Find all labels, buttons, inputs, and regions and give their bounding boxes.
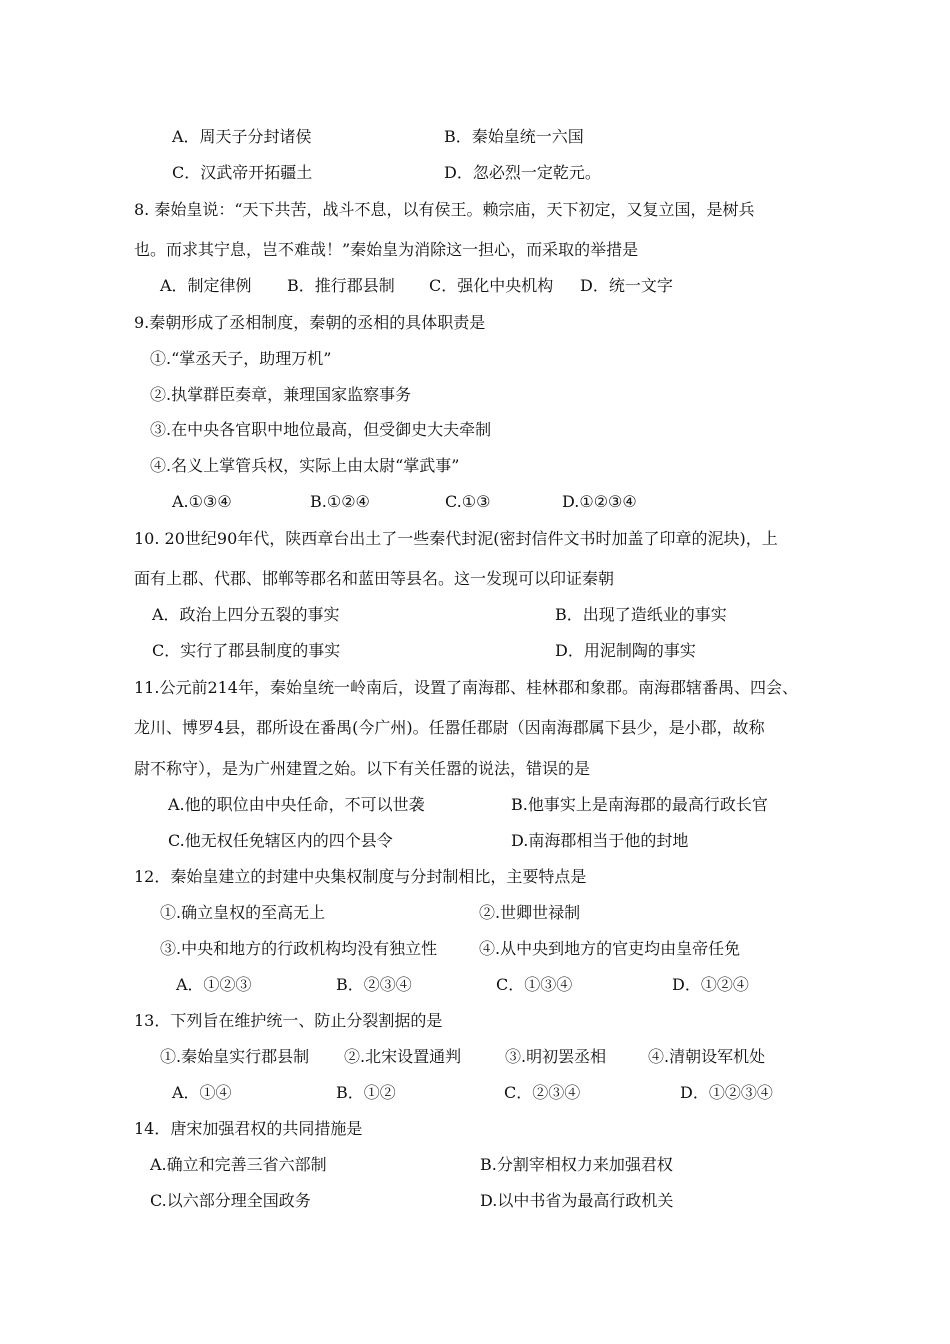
q11-stem-line-2: 龙川、博罗4县，郡所设在番禺(今广州)。任嚣任郡尉（因南海郡属下县少，是小郡，故称 [134,718,765,737]
q13-item-1: ①.秦始皇实行郡县制 [160,1047,310,1066]
q10-option-d: D．用泥制陶的事实 [555,641,696,660]
q12-stem: 12．秦始皇建立的封建中央集权制度与分封制相比，主要特点是 [134,867,587,886]
q7-option-b: B．秦始皇统一六国 [444,127,584,146]
q12-item-3: ③.中央和地方的行政机构均没有独立性 [160,939,438,958]
q13-option-a: A．①④ [172,1083,232,1102]
q8-option-a: A．制定律例 [160,276,252,295]
q9-item-1: ①.“掌丞天子，助理万机” [150,349,332,368]
q13-option-b: B．①② [336,1083,396,1102]
q8-stem-line-1: 8. 秦始皇说：“天下共苦，战斗不息，以有侯王。赖宗庙，天下初定，又复立国，是树兵 [134,200,755,219]
q12-option-a: A．①②③ [176,975,252,994]
q10-stem-line-2: 面有上郡、代郡、邯郸等郡名和蓝田等县名。这一发现可以印证秦朝 [134,569,615,588]
q8-option-c: C．强化中央机构 [429,276,554,295]
q9-option-a: A.①③④ [172,492,232,511]
q10-option-b: B．出现了造纸业的事实 [555,605,727,624]
q10-stem-line-1: 10. 20世纪90年代，陕西章台出土了一些秦代封泥(密封信件文书时加盖了印章的泥块)，上 [134,529,778,548]
q12-item-1: ①.确立皇权的至高无上 [160,903,326,922]
q9-item-3: ③.在中央各官职中地位最高，但受御史大夫牵制 [150,420,492,439]
q11-stem-line-1: 11.公元前214年，秦始皇统一岭南后，设置了南海郡、桂林郡和象郡。南海郡辖番禺、四会、 [134,678,798,697]
q12-option-c: C．①③④ [496,975,573,994]
q9-option-d: D.①②③④ [562,492,637,511]
q13-option-d: D．①②③④ [680,1083,773,1102]
q13-item-3: ③.明初罢丞相 [505,1047,607,1066]
q12-item-2: ②.世卿世禄制 [479,903,581,922]
q9-item-4: ④.名义上掌管兵权，实际上由太尉“掌武事” [150,456,460,475]
q13-item-4: ④.清朝设军机处 [648,1047,766,1066]
q8-option-d: D．统一文字 [580,276,673,295]
q9-option-b: B.①②④ [310,492,370,511]
q12-option-d: D．①②④ [672,975,749,994]
q14-option-c: C.以六部分理全国政务 [150,1191,311,1210]
q7-option-c: C．汉武帝开拓疆土 [172,163,313,182]
q14-stem: 14．唐宋加强君权的共同措施是 [134,1119,363,1138]
q10-option-a: A．政治上四分五裂的事实 [152,605,340,624]
q10-option-c: C．实行了郡县制度的事实 [152,641,341,660]
q11-option-a: A.他的职位由中央任命，不可以世袭 [168,795,425,814]
q7-option-a: A．周天子分封诸侯 [172,127,312,146]
q14-option-b: B.分割宰相权力来加强君权 [480,1155,673,1174]
q12-item-4: ④.从中央到地方的官吏均由皇帝任免 [479,939,741,958]
q14-option-a: A.确立和完善三省六部制 [150,1155,327,1174]
q11-option-d: D.南海郡相当于他的封地 [511,831,689,850]
q11-stem-line-3: 尉不称守），是为广州建置之始。以下有关任嚣的说法，错误的是 [134,759,591,778]
q12-option-b: B．②③④ [336,975,412,994]
q9-stem: 9.秦朝形成了丞相制度，秦朝的丞相的具体职责是 [134,313,486,332]
q13-stem: 13．下列旨在维护统一、防止分裂割据的是 [134,1011,443,1030]
q7-option-d: D．忽必烈一定乾元。 [444,163,601,182]
q9-option-c: C.①③ [445,492,491,511]
q14-option-d: D.以中书省为最高行政机关 [480,1191,674,1210]
q13-item-2: ②.北宋设置通判 [344,1047,462,1066]
q11-option-c: C.他无权任免辖区内的四个县令 [168,831,393,850]
q11-option-b: B.他事实上是南海郡的最高行政长官 [511,795,768,814]
q8-stem-line-2: 也。而求其宁息，岂不难哉！”秦始皇为消除这一担心，而采取的举措是 [134,240,639,259]
q13-option-c: C．②③④ [504,1083,581,1102]
q8-option-b: B．推行郡县制 [287,276,395,295]
q9-item-2: ②.执掌群臣奏章，兼理国家监察事务 [150,385,412,404]
